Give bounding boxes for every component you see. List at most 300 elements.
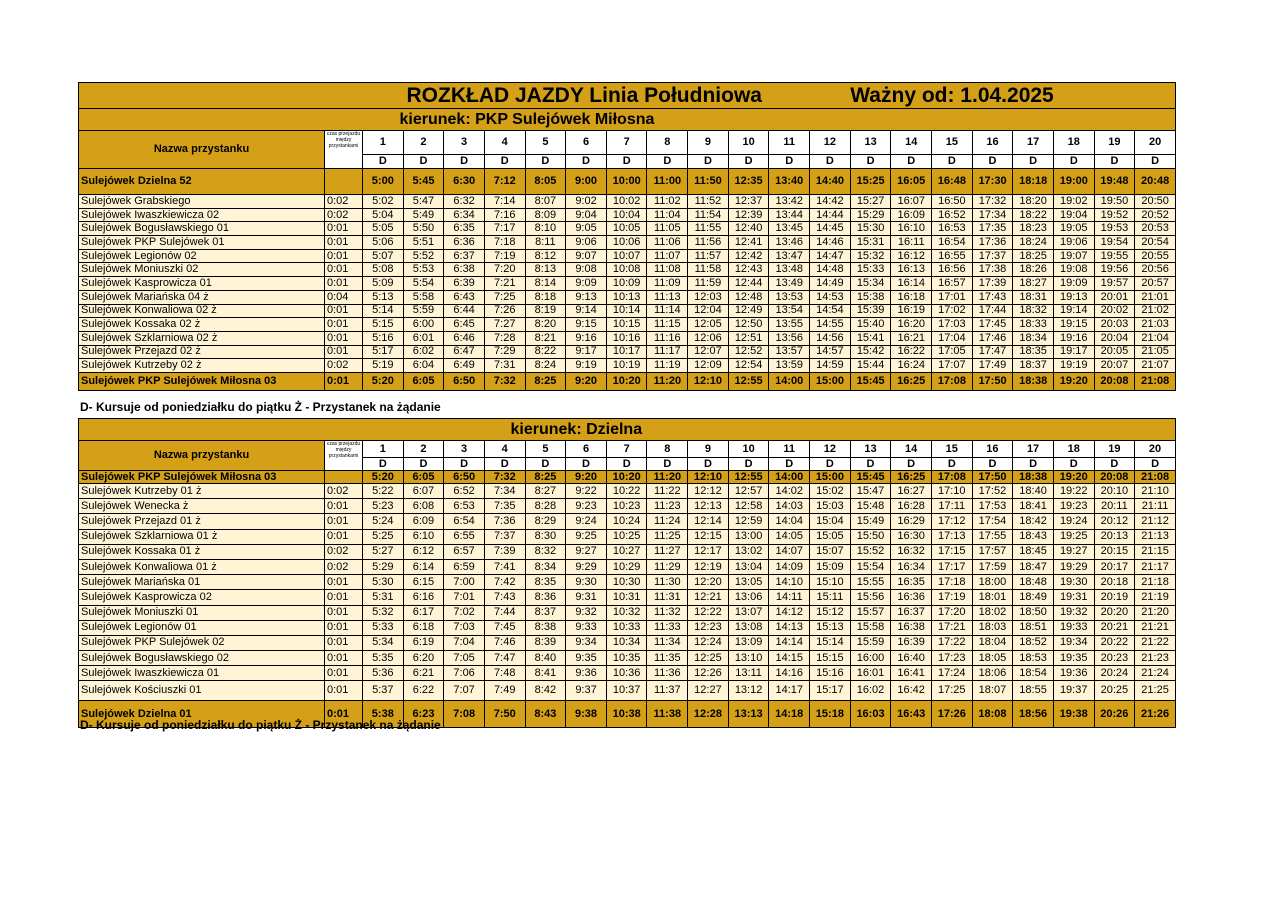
travel-time: 0:01 bbox=[325, 666, 363, 681]
departure-time: 5:59 bbox=[403, 304, 444, 318]
departure-time: 16:53 bbox=[932, 222, 973, 236]
departure-time: 6:01 bbox=[403, 331, 444, 345]
departure-time: 19:30 bbox=[1053, 575, 1094, 590]
departure-time: 19:27 bbox=[1053, 544, 1094, 559]
departure-time: 15:29 bbox=[850, 208, 891, 222]
departure-time: 21:08 bbox=[1135, 471, 1176, 484]
day-code: D bbox=[1013, 458, 1054, 471]
departure-time: 5:36 bbox=[363, 666, 404, 681]
departure-time: 13:09 bbox=[728, 635, 769, 650]
departure-time: 6:05 bbox=[403, 372, 444, 390]
departure-time: 9:05 bbox=[566, 222, 607, 236]
departure-time: 19:35 bbox=[1053, 651, 1094, 666]
stop-name: Sulejówek PKP Sulejówek Miłosna 03 bbox=[79, 471, 325, 484]
departure-time: 7:49 bbox=[484, 681, 525, 701]
departure-time: 6:45 bbox=[444, 318, 485, 332]
departure-time: 21:22 bbox=[1135, 635, 1176, 650]
departure-time: 13:46 bbox=[769, 236, 810, 250]
departure-time: 11:56 bbox=[688, 236, 729, 250]
departure-time: 5:13 bbox=[363, 290, 404, 304]
stop-row bbox=[79, 290, 1176, 304]
departure-time: 16:27 bbox=[891, 484, 932, 499]
departure-time: 9:32 bbox=[566, 605, 607, 620]
departure-time: 9:30 bbox=[566, 575, 607, 590]
course-number: 15 bbox=[931, 441, 972, 458]
departure-time: 14:04 bbox=[769, 514, 810, 529]
travel-time: 0:01 bbox=[325, 345, 363, 359]
departure-time: 18:33 bbox=[1013, 318, 1054, 332]
departure-time: 6:15 bbox=[403, 575, 444, 590]
departure-time: 17:04 bbox=[932, 331, 973, 345]
day-code: D bbox=[810, 458, 851, 471]
travel-time: 0:01 bbox=[325, 236, 363, 250]
departure-time: 11:02 bbox=[647, 195, 688, 209]
departure-time: 17:25 bbox=[931, 681, 972, 701]
departure-time: 16:28 bbox=[891, 499, 932, 514]
departure-time: 5:14 bbox=[363, 304, 404, 318]
departure-time: 9:19 bbox=[566, 359, 607, 373]
departure-time: 5:37 bbox=[363, 681, 404, 701]
course-number: 20 bbox=[1135, 131, 1176, 155]
departure-time: 19:33 bbox=[1053, 620, 1094, 635]
departure-time: 12:25 bbox=[688, 651, 729, 666]
course-number: 20 bbox=[1135, 441, 1176, 458]
departure-time: 10:23 bbox=[606, 499, 647, 514]
departure-time: 9:15 bbox=[566, 318, 607, 332]
departure-time: 15:00 bbox=[810, 471, 851, 484]
stop-row bbox=[79, 590, 1176, 605]
travel-time: 0:02 bbox=[325, 208, 363, 222]
departure-time: 14:45 bbox=[810, 222, 851, 236]
departure-time: 15:11 bbox=[810, 590, 851, 605]
day-code: D bbox=[972, 155, 1013, 169]
departure-time: 6:34 bbox=[444, 208, 485, 222]
departure-time: 15:03 bbox=[810, 499, 851, 514]
departure-time: 14:40 bbox=[810, 169, 851, 195]
departure-time: 11:22 bbox=[647, 484, 688, 499]
stop-row bbox=[79, 249, 1176, 263]
departure-time: 9:37 bbox=[566, 681, 607, 701]
departure-time: 21:12 bbox=[1135, 514, 1176, 529]
travel-time: 0:01 bbox=[325, 318, 363, 332]
course-number-row bbox=[79, 131, 1176, 155]
course-number-row bbox=[79, 441, 1176, 458]
day-code: D bbox=[1053, 155, 1094, 169]
legend-note: D- Kursuje od poniedziałku do piątku Ż - Przystanek na żądanie bbox=[80, 400, 441, 414]
departure-time: 11:16 bbox=[647, 331, 688, 345]
departure-time: 16:13 bbox=[891, 263, 932, 277]
departure-time: 7:04 bbox=[444, 635, 485, 650]
departure-time: 17:46 bbox=[972, 331, 1013, 345]
departure-time: 10:30 bbox=[606, 575, 647, 590]
departure-time: 5:04 bbox=[363, 208, 404, 222]
departure-time: 20:22 bbox=[1094, 635, 1135, 650]
departure-time: 17:43 bbox=[972, 290, 1013, 304]
day-code: D bbox=[1135, 458, 1176, 471]
departure-time: 13:05 bbox=[728, 575, 769, 590]
departure-time: 20:10 bbox=[1094, 484, 1135, 499]
departure-time: 17:35 bbox=[972, 222, 1013, 236]
stop-row bbox=[79, 666, 1176, 681]
course-number: 12 bbox=[810, 131, 851, 155]
departure-time: 9:23 bbox=[566, 499, 607, 514]
travel-time: 0:01 bbox=[325, 701, 363, 728]
departure-time: 21:24 bbox=[1135, 666, 1176, 681]
travel-time: 0:02 bbox=[325, 195, 363, 209]
departure-time: 17:17 bbox=[931, 559, 972, 574]
travel-time: 0:01 bbox=[325, 263, 363, 277]
departure-time: 17:50 bbox=[972, 372, 1013, 390]
stop-row bbox=[79, 304, 1176, 318]
departure-time: 19:04 bbox=[1053, 208, 1094, 222]
timetable-grid bbox=[78, 82, 1176, 391]
stop-name: Sulejówek Bogusławskiego 02 bbox=[79, 651, 325, 666]
departure-time: 5:38 bbox=[363, 701, 404, 728]
departure-time: 7:18 bbox=[484, 236, 525, 250]
course-number: 18 bbox=[1053, 441, 1094, 458]
departure-time: 6:07 bbox=[403, 484, 444, 499]
departure-time: 17:59 bbox=[972, 559, 1013, 574]
departure-time: 19:09 bbox=[1053, 277, 1094, 291]
day-code: D bbox=[566, 458, 607, 471]
travel-time: 0:02 bbox=[325, 559, 363, 574]
departure-time: 8:09 bbox=[525, 208, 566, 222]
travel-time: 0:01 bbox=[325, 651, 363, 666]
departure-time: 7:20 bbox=[484, 263, 525, 277]
departure-time: 17:53 bbox=[972, 499, 1013, 514]
departure-time: 10:05 bbox=[606, 222, 647, 236]
departure-time: 18:04 bbox=[972, 635, 1013, 650]
departure-time: 7:21 bbox=[484, 277, 525, 291]
departure-time: 20:05 bbox=[1094, 345, 1135, 359]
departure-time: 12:49 bbox=[728, 304, 769, 318]
departure-time: 9:31 bbox=[566, 590, 607, 605]
departure-time: 6:36 bbox=[444, 236, 485, 250]
departure-time: 8:19 bbox=[525, 304, 566, 318]
departure-time: 17:15 bbox=[931, 544, 972, 559]
departure-time: 17:38 bbox=[972, 263, 1013, 277]
departure-time: 11:52 bbox=[688, 195, 729, 209]
departure-time: 17:44 bbox=[972, 304, 1013, 318]
departure-time: 21:11 bbox=[1135, 499, 1176, 514]
departure-time: 11:35 bbox=[647, 651, 688, 666]
stop-name-header: Nazwa przystanku bbox=[79, 441, 325, 471]
departure-time: 6:55 bbox=[444, 529, 485, 544]
departure-time: 10:09 bbox=[606, 277, 647, 291]
departure-time: 20:50 bbox=[1135, 195, 1176, 209]
departure-time: 15:17 bbox=[810, 681, 851, 701]
departure-time: 20:17 bbox=[1094, 559, 1135, 574]
departure-time: 17:34 bbox=[972, 208, 1013, 222]
departure-time: 15:49 bbox=[850, 514, 891, 529]
departure-time: 6:53 bbox=[444, 499, 485, 514]
departure-time: 12:52 bbox=[728, 345, 769, 359]
day-code: D bbox=[931, 458, 972, 471]
departure-time: 14:09 bbox=[769, 559, 810, 574]
day-code: D bbox=[972, 458, 1013, 471]
departure-time: 7:41 bbox=[484, 559, 525, 574]
departure-time: 13:59 bbox=[769, 359, 810, 373]
departure-time: 17:02 bbox=[932, 304, 973, 318]
course-number: 6 bbox=[566, 441, 607, 458]
day-code: D bbox=[1094, 458, 1135, 471]
departure-time: 13:02 bbox=[728, 544, 769, 559]
travel-time: 0:01 bbox=[325, 514, 363, 529]
departure-time: 5:32 bbox=[363, 605, 404, 620]
departure-time: 15:25 bbox=[850, 169, 891, 195]
departure-time: 6:39 bbox=[444, 277, 485, 291]
departure-time: 9:36 bbox=[566, 666, 607, 681]
departure-time: 13:55 bbox=[769, 318, 810, 332]
departure-time: 19:57 bbox=[1094, 277, 1135, 291]
departure-time: 17:47 bbox=[972, 345, 1013, 359]
departure-time: 18:03 bbox=[972, 620, 1013, 635]
course-number: 16 bbox=[972, 131, 1013, 155]
departure-time: 19:37 bbox=[1053, 681, 1094, 701]
departure-time: 9:22 bbox=[566, 484, 607, 499]
departure-time: 7:39 bbox=[484, 544, 525, 559]
departure-time: 10:15 bbox=[606, 318, 647, 332]
timetable-direction-milosna bbox=[78, 82, 1175, 391]
stop-row bbox=[79, 208, 1176, 222]
departure-time: 5:27 bbox=[363, 544, 404, 559]
departure-time: 17:08 bbox=[932, 372, 973, 390]
departure-time: 16:29 bbox=[891, 514, 932, 529]
departure-time: 14:14 bbox=[769, 635, 810, 650]
departure-time: 7:02 bbox=[444, 605, 485, 620]
departure-time: 6:18 bbox=[403, 620, 444, 635]
departure-time: 10:32 bbox=[606, 605, 647, 620]
departure-time: 21:15 bbox=[1135, 544, 1176, 559]
departure-time: 7:28 bbox=[484, 331, 525, 345]
departure-time: 18:32 bbox=[1013, 304, 1054, 318]
departure-time: 18:01 bbox=[972, 590, 1013, 605]
departure-time: 14:17 bbox=[769, 681, 810, 701]
departure-time: 8:27 bbox=[525, 484, 566, 499]
day-code: D bbox=[647, 155, 688, 169]
course-number: 17 bbox=[1013, 131, 1054, 155]
departure-time: 8:20 bbox=[525, 318, 566, 332]
departure-time: 6:16 bbox=[403, 590, 444, 605]
departure-time: 6:47 bbox=[444, 345, 485, 359]
departure-time: 13:48 bbox=[769, 263, 810, 277]
departure-time: 15:54 bbox=[850, 559, 891, 574]
stop-row bbox=[79, 277, 1176, 291]
departure-time: 20:48 bbox=[1135, 169, 1176, 195]
departure-time: 12:51 bbox=[728, 331, 769, 345]
departure-time: 11:17 bbox=[647, 345, 688, 359]
departure-time: 21:05 bbox=[1135, 345, 1176, 359]
departure-time: 8:10 bbox=[525, 222, 566, 236]
course-number: 14 bbox=[891, 131, 932, 155]
course-number: 19 bbox=[1094, 441, 1135, 458]
title-row bbox=[79, 83, 1176, 109]
departure-time: 10:33 bbox=[606, 620, 647, 635]
stop-row bbox=[79, 651, 1176, 666]
departure-time: 11:59 bbox=[688, 277, 729, 291]
departure-time: 14:12 bbox=[769, 605, 810, 620]
departure-time: 19:05 bbox=[1053, 222, 1094, 236]
departure-time: 20:57 bbox=[1135, 277, 1176, 291]
departure-time: 9:35 bbox=[566, 651, 607, 666]
departure-time: 20:11 bbox=[1094, 499, 1135, 514]
departure-time: 9:38 bbox=[566, 701, 607, 728]
course-number: 3 bbox=[444, 441, 485, 458]
departure-time: 13:04 bbox=[728, 559, 769, 574]
course-number: 15 bbox=[932, 131, 973, 155]
departure-time: 7:03 bbox=[444, 620, 485, 635]
stop-row bbox=[79, 635, 1176, 650]
departure-time: 17:19 bbox=[931, 590, 972, 605]
departure-time: 6:38 bbox=[444, 263, 485, 277]
departure-time: 17:13 bbox=[931, 529, 972, 544]
stop-row bbox=[79, 575, 1176, 590]
course-number: 10 bbox=[728, 131, 769, 155]
departure-time: 19:29 bbox=[1053, 559, 1094, 574]
stop-row bbox=[79, 372, 1176, 390]
course-number: 13 bbox=[850, 441, 891, 458]
stop-name: Sulejówek Mariańska 01 bbox=[79, 575, 325, 590]
stop-row bbox=[79, 605, 1176, 620]
departure-time: 6:04 bbox=[403, 359, 444, 373]
departure-time: 14:18 bbox=[769, 701, 810, 728]
departure-time: 10:35 bbox=[606, 651, 647, 666]
departure-time: 8:07 bbox=[525, 195, 566, 209]
departure-time: 16:42 bbox=[891, 681, 932, 701]
departure-time: 16:09 bbox=[891, 208, 932, 222]
departure-time: 17:12 bbox=[931, 514, 972, 529]
departure-time: 7:50 bbox=[484, 701, 525, 728]
departure-time: 7:32 bbox=[484, 372, 525, 390]
departure-time: 17:49 bbox=[972, 359, 1013, 373]
departure-time: 16:40 bbox=[891, 651, 932, 666]
departure-time: 17:50 bbox=[972, 471, 1013, 484]
departure-time: 18:02 bbox=[972, 605, 1013, 620]
day-code: D bbox=[891, 458, 932, 471]
departure-time: 7:29 bbox=[484, 345, 525, 359]
stop-name: Sulejówek Kossaka 01 ż bbox=[79, 544, 325, 559]
departure-time: 16:56 bbox=[932, 263, 973, 277]
departure-time: 10:02 bbox=[606, 195, 647, 209]
travel-time: 0:01 bbox=[325, 277, 363, 291]
departure-time: 9:02 bbox=[566, 195, 607, 209]
stop-row bbox=[79, 529, 1176, 544]
departure-time: 13:57 bbox=[769, 345, 810, 359]
departure-time: 17:54 bbox=[972, 514, 1013, 529]
course-number: 1 bbox=[363, 131, 404, 155]
departure-time: 15:14 bbox=[810, 635, 851, 650]
departure-time: 18:22 bbox=[1013, 208, 1054, 222]
departure-time: 12:20 bbox=[688, 575, 729, 590]
departure-time: 8:35 bbox=[525, 575, 566, 590]
departure-time: 5:30 bbox=[363, 575, 404, 590]
travel-time-header: czas przejazdu między przystankami bbox=[325, 131, 363, 169]
departure-time: 19:06 bbox=[1053, 236, 1094, 250]
departure-time: 20:53 bbox=[1135, 222, 1176, 236]
departure-time: 18:43 bbox=[1013, 529, 1054, 544]
departure-time: 13:53 bbox=[769, 290, 810, 304]
departure-time: 6:57 bbox=[444, 544, 485, 559]
day-code: D bbox=[606, 458, 647, 471]
departure-time: 17:24 bbox=[931, 666, 972, 681]
departure-time: 19:32 bbox=[1053, 605, 1094, 620]
departure-time: 15:05 bbox=[810, 529, 851, 544]
departure-time: 12:26 bbox=[688, 666, 729, 681]
departure-time: 5:19 bbox=[363, 359, 404, 373]
stop-row bbox=[79, 544, 1176, 559]
departure-time: 19:50 bbox=[1094, 195, 1135, 209]
departure-time: 13:44 bbox=[769, 208, 810, 222]
stop-name: Sulejówek PKP Sulejówek 01 bbox=[79, 236, 325, 250]
departure-time: 7:00 bbox=[444, 575, 485, 590]
departure-time: 6:32 bbox=[444, 195, 485, 209]
departure-time: 6:12 bbox=[403, 544, 444, 559]
departure-time: 19:55 bbox=[1094, 249, 1135, 263]
departure-time: 10:07 bbox=[606, 249, 647, 263]
departure-time: 17:01 bbox=[932, 290, 973, 304]
departure-time: 15:31 bbox=[850, 236, 891, 250]
departure-time: 13:47 bbox=[769, 249, 810, 263]
stop-name: Sulejówek Przejazd 02 ż bbox=[79, 345, 325, 359]
departure-time: 16:25 bbox=[891, 372, 932, 390]
departure-time: 18:31 bbox=[1013, 290, 1054, 304]
stop-name: Sulejówek Szklarniowa 01 ż bbox=[79, 529, 325, 544]
departure-time: 14:16 bbox=[769, 666, 810, 681]
day-code: D bbox=[688, 155, 729, 169]
departure-time: 6:02 bbox=[403, 345, 444, 359]
departure-time: 11:58 bbox=[688, 263, 729, 277]
travel-time: 0:01 bbox=[325, 681, 363, 701]
stop-name: Sulejówek Legionów 01 bbox=[79, 620, 325, 635]
departure-time: 19:19 bbox=[1053, 359, 1094, 373]
travel-time: 0:01 bbox=[325, 635, 363, 650]
stop-name: Sulejówek Wenecka ż bbox=[79, 499, 325, 514]
stop-row bbox=[79, 195, 1176, 209]
departure-time: 12:37 bbox=[728, 195, 769, 209]
departure-time: 16:34 bbox=[891, 559, 932, 574]
departure-time: 15:44 bbox=[850, 359, 891, 373]
stop-name: Sulejówek Kutrzeby 01 ż bbox=[79, 484, 325, 499]
travel-time: 0:01 bbox=[325, 372, 363, 390]
course-number: 3 bbox=[444, 131, 485, 155]
stop-name: Sulejówek Szklarniowa 02 ż bbox=[79, 331, 325, 345]
departure-time: 11:37 bbox=[647, 681, 688, 701]
departure-time: 16:41 bbox=[891, 666, 932, 681]
departure-time: 19:15 bbox=[1053, 318, 1094, 332]
departure-time: 17:55 bbox=[972, 529, 1013, 544]
departure-time: 10:20 bbox=[606, 372, 647, 390]
departure-time: 16:30 bbox=[891, 529, 932, 544]
departure-time: 11:24 bbox=[647, 514, 688, 529]
departure-time: 10:29 bbox=[606, 559, 647, 574]
departure-time: 7:05 bbox=[444, 651, 485, 666]
departure-time: 20:21 bbox=[1094, 620, 1135, 635]
departure-time: 9:00 bbox=[566, 169, 607, 195]
course-number: 10 bbox=[728, 441, 769, 458]
departure-time: 9:20 bbox=[566, 471, 607, 484]
departure-time: 7:06 bbox=[444, 666, 485, 681]
departure-time: 7:42 bbox=[484, 575, 525, 590]
departure-time: 7:26 bbox=[484, 304, 525, 318]
departure-time: 7:32 bbox=[484, 471, 525, 484]
departure-time: 11:34 bbox=[647, 635, 688, 650]
departure-time: 11:15 bbox=[647, 318, 688, 332]
departure-time: 5:05 bbox=[363, 222, 404, 236]
departure-time: 5:53 bbox=[403, 263, 444, 277]
departure-time: 6:35 bbox=[444, 222, 485, 236]
stop-name: Sulejówek Legionów 02 bbox=[79, 249, 325, 263]
departure-time: 20:52 bbox=[1135, 208, 1176, 222]
